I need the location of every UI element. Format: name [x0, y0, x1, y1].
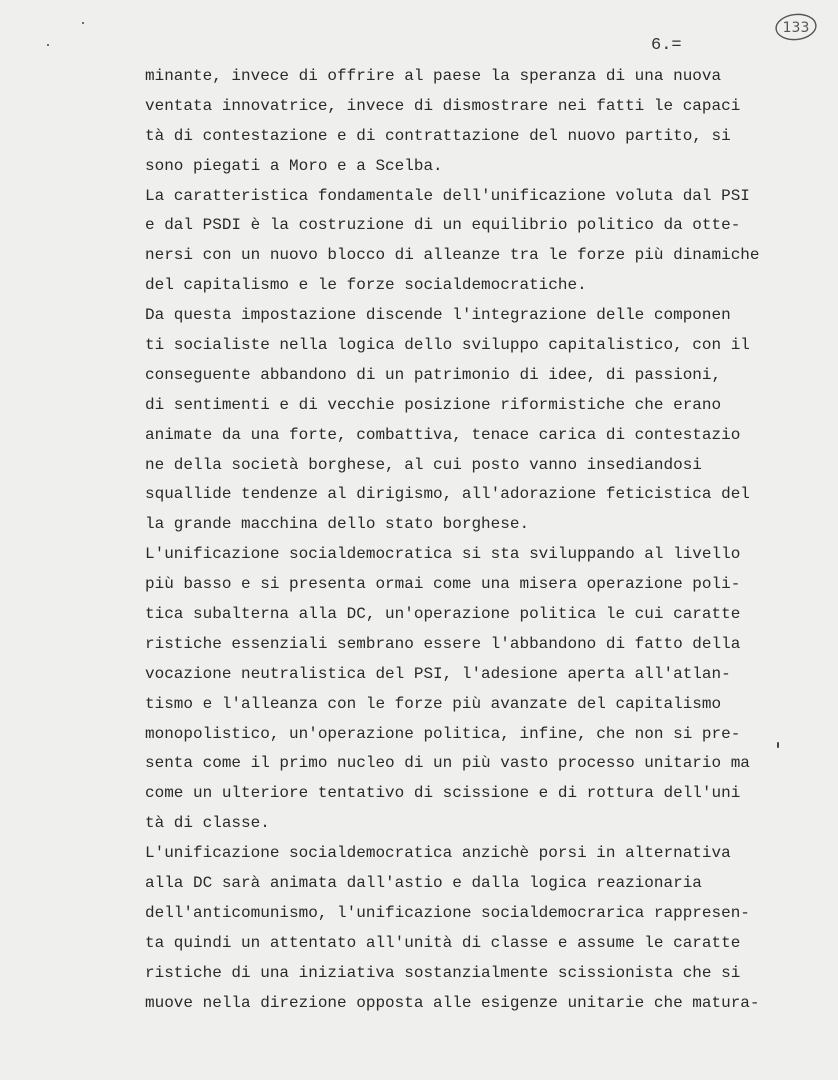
text-line: tismo e l'alleanza con le forze più avanzate del capitalismo [145, 694, 722, 713]
text-line: ne della società borghese, al cui posto vanno insediandosi [145, 455, 702, 474]
paper-speck [82, 22, 84, 24]
archive-stamp-number: 133 [782, 20, 810, 36]
text-line: tà di contestazione e di contrattazione del nuovo partito, si [145, 126, 731, 145]
text-line: sono piegati a Moro e a Scelba. [145, 156, 443, 175]
body-text [145, 62, 785, 1019]
text-line: dell'anticomunismo, l'unificazione socialdemocrarica rappresen- [145, 903, 750, 922]
page-number: 6.= [651, 36, 682, 55]
text-line: tica subalterna alla DC, un'operazione politica le cui caratte [145, 605, 741, 624]
text-line: minante, invece di offrire al paese la speranza di una nuova [145, 67, 722, 85]
text-line: conseguente abbandono di un patrimonio di idee, di passioni, [145, 365, 722, 384]
archive-stamp-oval [774, 12, 818, 42]
paper-speck [47, 44, 49, 46]
text-line: tà di classe. [145, 814, 270, 833]
text-line: animate da una forte, combattiva, tenace carica di contestazio [145, 425, 741, 444]
text-line: monopolistico, un'operazione politica, infine, che non si pre- [145, 724, 741, 743]
text-line: L'unificazione socialdemocratica si sta sviluppando al livello [145, 545, 741, 564]
text-line: La caratteristica fondamentale dell'unificazione voluta dal PSI [145, 186, 750, 205]
text-line: e dal PSDI è la costruzione di un equilibrio politico da otte- [145, 216, 741, 235]
text-line: ristiche di una iniziativa sostanzialmente scissionista che si [145, 963, 741, 982]
text-line: ristiche essenziali sembrano essere l'abbandono di fatto della [145, 634, 741, 653]
text-line: del capitalismo e le forze socialdemocratiche. [145, 276, 587, 295]
text-line: muove nella direzione opposta alle esigenze unitarie che matura- [145, 993, 760, 1012]
text-line: come un ulteriore tentativo di scissione e di rottura dell'uni [145, 784, 741, 803]
text-line: Da questa impostazione discende l'integrazione delle componen [145, 306, 731, 325]
text-line: ta quindi un attentato all'unità di classe e assume le caratte [145, 933, 741, 952]
text-line: ti socialiste nella logica dello sviluppo capitalistico, con il [145, 336, 750, 355]
text-line: L'unificazione socialdemocratica anzichè porsi in alternativa [145, 844, 731, 863]
text-line: la grande macchina dello stato borghese. [145, 515, 530, 534]
text-line: vocazione neutralistica del PSI, l'adesione aperta all'atlan- [145, 664, 731, 683]
text-line: più basso e si presenta ormai come una misera operazione poli- [145, 575, 741, 594]
archive-stamp [774, 12, 818, 42]
text-line: ventata innovatrice, invece di dismostrare nei fatti le capaci [145, 96, 741, 115]
text-line: squallide tendenze al dirigismo, all'adorazione feticistica del [145, 485, 750, 504]
text-line: alla DC sarà animata dall'astio e dalla logica reazionaria [145, 874, 702, 893]
text-line: senta come il primo nucleo di un più vasto processo unitario ma [145, 754, 750, 773]
text-line: di sentimenti e di vecchie posizione riformistiche che erano [145, 395, 722, 414]
text-line: nersi con un nuovo blocco di alleanze tra le forze più dinamiche [145, 246, 760, 265]
